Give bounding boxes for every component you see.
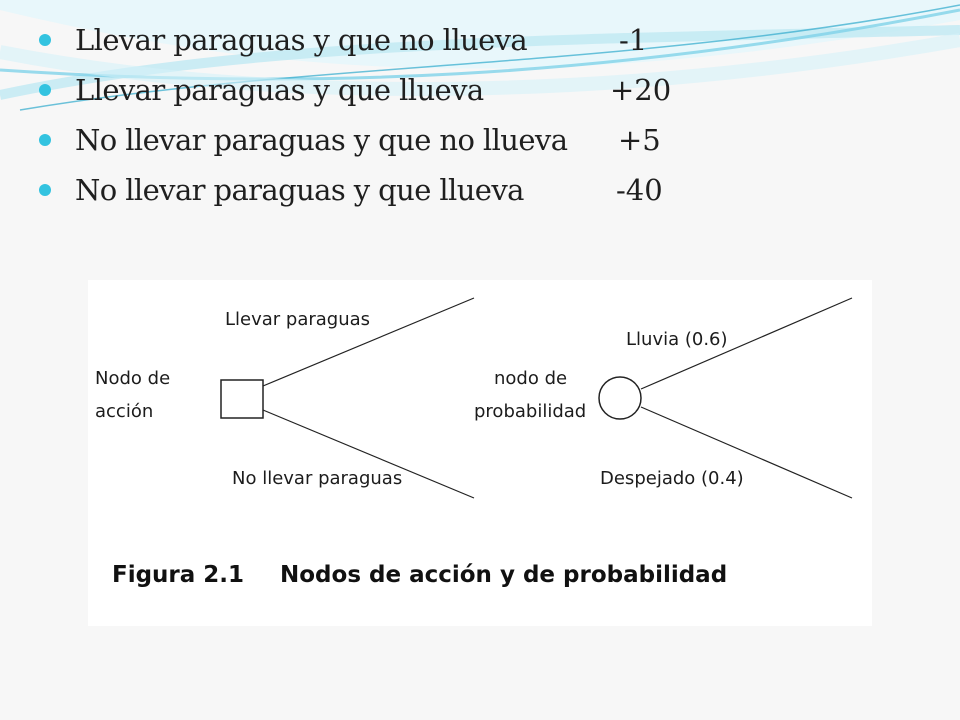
chance-node-circle	[599, 377, 641, 419]
list-item	[0, 20, 960, 60]
bullet-label: Llevar paraguas y que no llueva	[75, 23, 528, 57]
list-item	[0, 170, 960, 210]
chance-node-label-line1: nodo de	[494, 368, 568, 389]
bullet-icon	[39, 34, 51, 46]
bullet-value: +20	[610, 73, 672, 107]
figure-caption-number: Figura 2.1	[112, 562, 245, 588]
figure-caption-title: Nodos de acción y de probabilidad	[280, 562, 728, 588]
bullet-label: No llevar paraguas y que no llueva	[75, 123, 568, 157]
bullet-label: No llevar paraguas y que llueva	[75, 173, 524, 207]
bullet-value: -40	[616, 173, 663, 207]
chance-branch-bottom-label: Despejado (0.4)	[600, 468, 744, 489]
decision-tree-figure	[88, 280, 872, 626]
action-branch-top-label: Llevar paraguas	[225, 309, 371, 330]
bullet-icon	[39, 134, 51, 146]
list-item	[0, 70, 960, 110]
bullet-value: +5	[618, 123, 661, 157]
chance-branch-top-label: Lluvia (0.6)	[626, 329, 728, 350]
action-node-square	[221, 380, 263, 418]
bullet-icon	[39, 184, 51, 196]
bullet-icon	[39, 84, 51, 96]
bullet-value: -1	[619, 23, 648, 57]
action-branch-bottom-label: No llevar paraguas	[232, 468, 403, 489]
bullet-label: Llevar paraguas y que llueva	[75, 73, 484, 107]
chance-node-label-line2: probabilidad	[474, 401, 587, 422]
action-node-label-line1: Nodo de	[95, 368, 171, 389]
list-item	[0, 120, 960, 160]
action-node-label-line2: acción	[95, 401, 154, 422]
figure-caption	[112, 562, 727, 588]
